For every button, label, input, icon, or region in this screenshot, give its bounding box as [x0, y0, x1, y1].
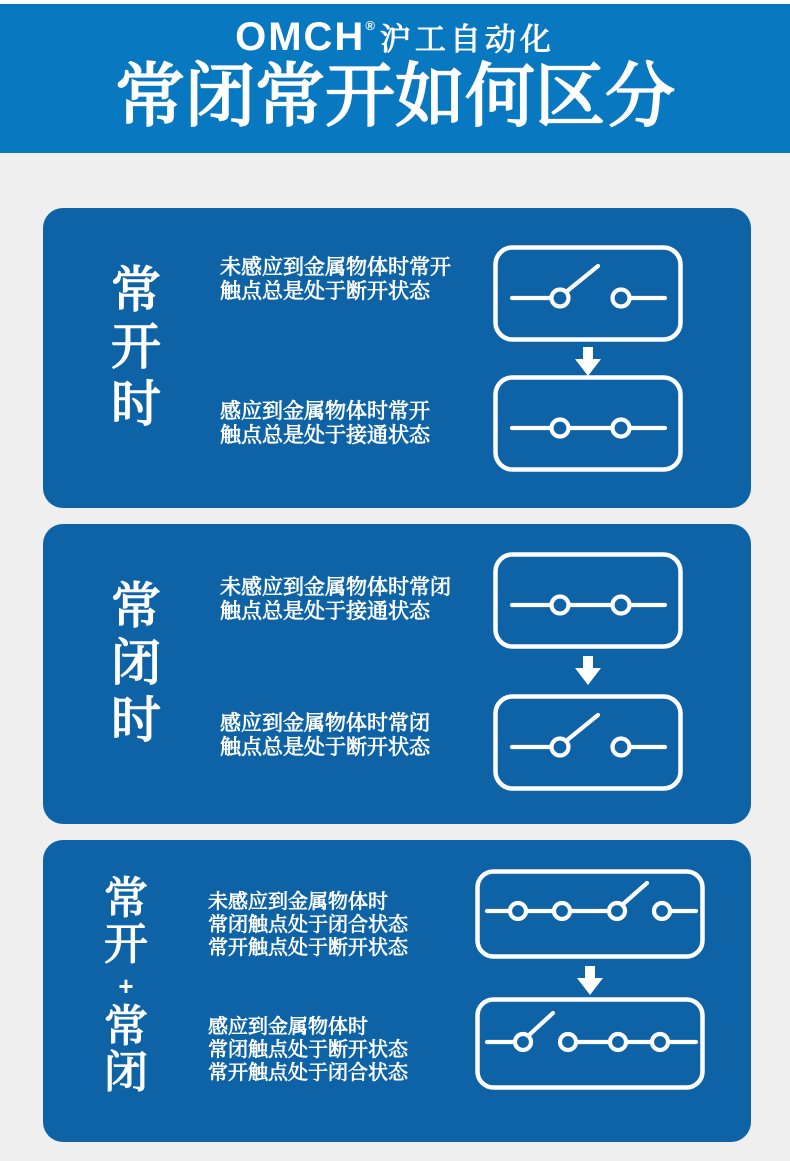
- switch-closed-diagram: [493, 375, 683, 472]
- description-line: 感应到金属物体时常闭: [220, 712, 430, 735]
- side-title-char: 常: [111, 261, 161, 318]
- panel-side-title: [96, 840, 156, 1142]
- switch-open-diagram: [493, 694, 683, 791]
- panel-normally-closed: [43, 524, 751, 824]
- side-title-char: 常: [111, 577, 161, 634]
- description-line: 触点总是处于接通状态: [220, 424, 430, 447]
- header-banner: [0, 4, 790, 153]
- description-line: 未感应到金属物体时常开: [220, 256, 451, 279]
- description-line: 触点总是处于接通状态: [220, 600, 430, 623]
- panel-side-title: [106, 208, 166, 508]
- down-arrow-icon: [576, 966, 604, 996]
- side-title-char: 开: [104, 920, 148, 969]
- panel-normally-open: [43, 208, 751, 508]
- description-line: 常开触点处于断开状态: [208, 937, 408, 959]
- state-description: [220, 256, 451, 304]
- description-line: 未感应到金属物体时常闭: [220, 576, 451, 599]
- side-title-char: 开: [111, 318, 161, 375]
- state-description: [220, 712, 430, 760]
- down-arrow-icon: [574, 347, 602, 377]
- page-title: 常闭常开如何区分: [115, 57, 675, 135]
- registered-trademark-icon: ®: [365, 18, 375, 33]
- side-title-char: 时: [111, 691, 161, 748]
- plus-sign: +: [118, 971, 134, 1001]
- state-description: [220, 576, 451, 624]
- description-line: 触点总是处于断开状态: [220, 736, 430, 759]
- switch-open-diagram: [493, 245, 683, 342]
- side-title-char: 常: [104, 1002, 148, 1051]
- description-line: 未感应到金属物体时: [208, 891, 388, 913]
- side-title-char: 闭: [104, 1048, 148, 1097]
- description-line: 触点总是处于断开状态: [220, 280, 430, 303]
- state-description: [220, 400, 430, 448]
- brand-name: OMCH: [235, 15, 366, 59]
- nc-closed-no-open-diagram: [475, 869, 705, 959]
- description-line: 常闭触点处于断开状态: [208, 1039, 408, 1061]
- panel-no-plus-nc: [43, 840, 751, 1142]
- panel-side-title: [106, 524, 166, 824]
- brand-name-chinese: 沪工自动化: [379, 22, 555, 57]
- side-title-char: 常: [104, 874, 148, 923]
- state-description: [208, 891, 408, 960]
- side-title-char: 闭: [111, 634, 161, 691]
- state-description: [208, 1016, 408, 1085]
- side-title-char: 时: [111, 375, 161, 432]
- switch-closed-diagram: [493, 552, 683, 649]
- description-line: 常开触点处于闭合状态: [208, 1062, 408, 1084]
- description-line: 感应到金属物体时常开: [220, 400, 430, 423]
- description-line: 常闭触点处于闭合状态: [208, 914, 408, 936]
- nc-open-no-closed-diagram: [475, 997, 705, 1090]
- description-line: 感应到金属物体时: [208, 1016, 368, 1038]
- down-arrow-icon: [574, 656, 602, 686]
